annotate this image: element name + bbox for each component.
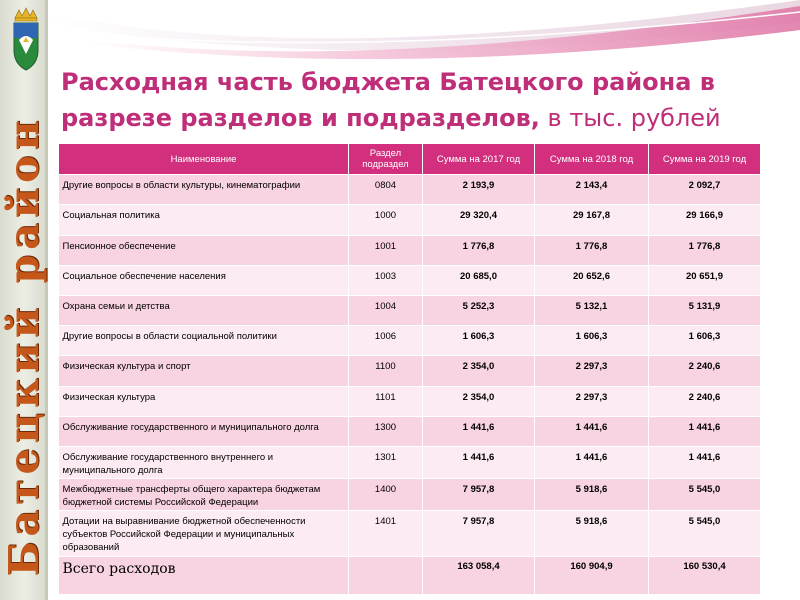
table-header-row [59,144,761,175]
row-sum-2018: 2 297,3 [535,387,649,417]
row-code: 1100 [349,356,423,387]
row-sum-2017: 1 441,6 [423,417,535,447]
table-row [59,326,761,356]
table-row [59,387,761,417]
row-name: Социальное обеспечение населения [59,266,349,296]
header-2017: Сумма на 2017 год [423,144,535,175]
row-sum-2017: 20 685,0 [423,266,535,296]
row-name: Охрана семьи и детства [59,296,349,326]
row-sum-2017: 1 776,8 [423,236,535,266]
row-sum-2018: 2 297,3 [535,356,649,387]
page-title-units: в тыс. рублей [539,104,721,132]
row-code: 1000 [349,205,423,236]
row-sum-2019: 5 545,0 [649,479,761,511]
table-row [59,356,761,387]
row-name: Дотации на выравнивание бюджетной обеспеченности субъектов Российской Федерации и муниципальных образований [59,511,349,557]
table-row [59,236,761,266]
table-row [59,447,761,479]
row-sum-2019: 1 606,3 [649,326,761,356]
row-name: Другие вопросы в области культуры, кинематографии [59,175,349,205]
row-name: Межбюджетные трансферты общего характера бюджетам бюджетной системы Российской Федерации [59,479,349,511]
row-name: Другие вопросы в области социальной политики [59,326,349,356]
row-code: 1400 [349,479,423,511]
total-sum-2017: 163 058,4 [423,557,535,595]
header-decoration [48,0,800,62]
row-sum-2018: 5 918,6 [535,479,649,511]
row-sum-2017: 1 441,6 [423,447,535,479]
row-sum-2017: 2 354,0 [423,356,535,387]
table-row [59,511,761,557]
row-sum-2018: 1 606,3 [535,326,649,356]
district-name-vertical: Батецкий район [0,115,48,577]
row-sum-2019: 2 092,7 [649,175,761,205]
table-total-row [59,557,761,595]
row-code: 1301 [349,447,423,479]
row-name: Социальная политика [59,205,349,236]
total-sum-2018: 160 904,9 [535,557,649,595]
table-row [59,266,761,296]
row-sum-2018: 5 132,1 [535,296,649,326]
row-code: 1101 [349,387,423,417]
row-sum-2019: 5 545,0 [649,511,761,557]
budget-table [58,143,761,595]
row-sum-2017: 29 320,4 [423,205,535,236]
table-row [59,296,761,326]
table-row [59,417,761,447]
table-row [59,479,761,511]
row-sum-2017: 5 252,3 [423,296,535,326]
row-sum-2017: 2 354,0 [423,387,535,417]
row-name: Обслуживание государственного и муниципального долга [59,417,349,447]
total-sum-2019: 160 530,4 [649,557,761,595]
row-sum-2018: 29 167,8 [535,205,649,236]
table-row [59,175,761,205]
total-name: Всего расходов [59,557,349,595]
header-code: Раздел подраздел [349,144,423,175]
row-sum-2017: 7 957,8 [423,511,535,557]
row-code: 1001 [349,236,423,266]
row-sum-2018: 1 441,6 [535,447,649,479]
row-name: Обслуживание государственного внутреннего и муниципального долга [59,447,349,479]
row-sum-2018: 5 918,6 [535,511,649,557]
table-row [59,205,761,236]
row-sum-2018: 1 776,8 [535,236,649,266]
header-2018: Сумма на 2018 год [535,144,649,175]
row-code: 1300 [349,417,423,447]
side-banner [0,0,48,600]
row-code: 0804 [349,175,423,205]
row-sum-2019: 1 776,8 [649,236,761,266]
row-sum-2019: 20 651,9 [649,266,761,296]
row-sum-2019: 5 131,9 [649,296,761,326]
row-name: Физическая культура [59,387,349,417]
header-name: Наименование [59,144,349,175]
row-code: 1401 [349,511,423,557]
row-sum-2017: 1 606,3 [423,326,535,356]
row-name: Физическая культура и спорт [59,356,349,387]
row-sum-2017: 7 957,8 [423,479,535,511]
row-sum-2019: 1 441,6 [649,447,761,479]
row-sum-2017: 2 193,9 [423,175,535,205]
page-title-main: Расходная часть бюджета Батецкого района в разрезе разделов и подразделов, [61,68,715,132]
page-title [61,64,781,136]
row-code: 1003 [349,266,423,296]
coat-of-arms-icon [11,4,41,74]
total-code [349,557,423,595]
row-sum-2019: 1 441,6 [649,417,761,447]
row-sum-2019: 2 240,6 [649,356,761,387]
row-sum-2018: 20 652,6 [535,266,649,296]
row-code: 1004 [349,296,423,326]
header-2019: Сумма на 2019 год [649,144,761,175]
row-sum-2018: 2 143,4 [535,175,649,205]
row-sum-2019: 29 166,9 [649,205,761,236]
table-body [59,175,761,595]
row-sum-2019: 2 240,6 [649,387,761,417]
row-code: 1006 [349,326,423,356]
row-name: Пенсионное обеспечение [59,236,349,266]
row-sum-2018: 1 441,6 [535,417,649,447]
